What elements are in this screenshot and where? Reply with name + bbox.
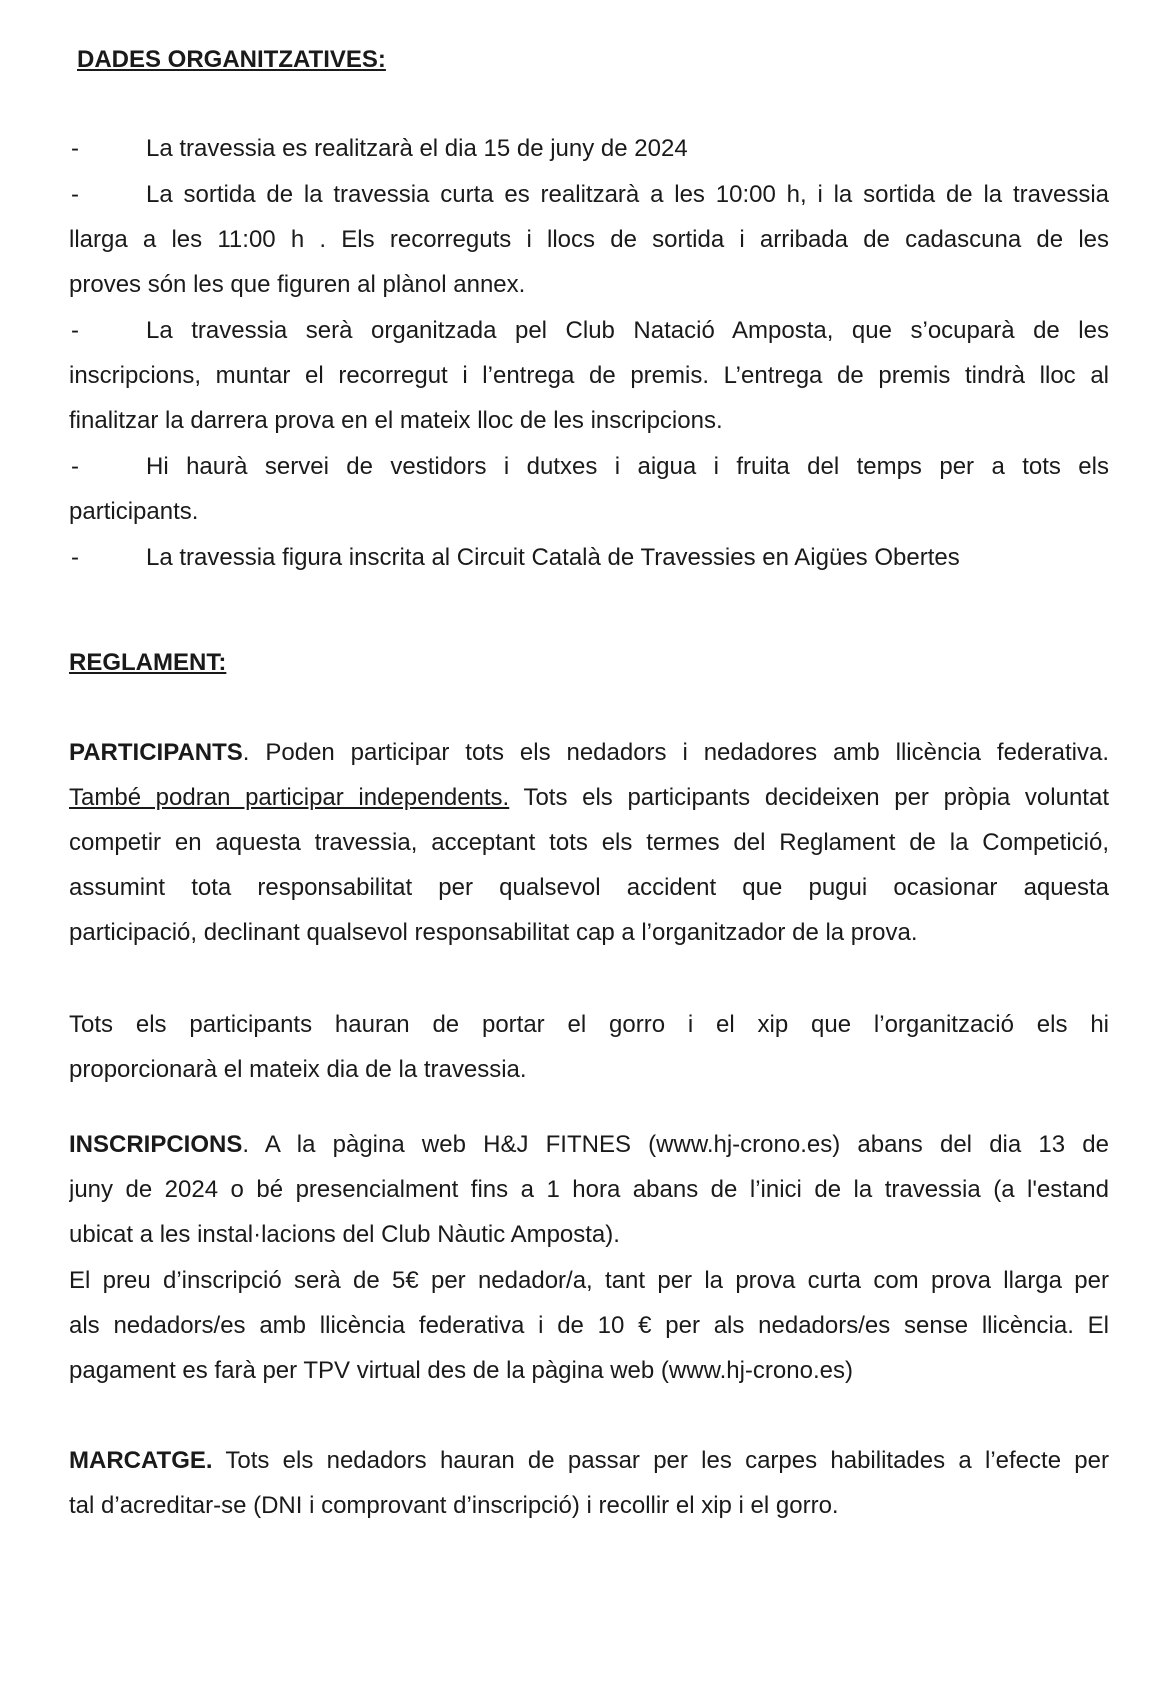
marking-paragraph xyxy=(69,1446,1109,1476)
marking-text: Tots els nedadors hauran de passar per les carpes habilitades a l’efecte per xyxy=(212,1447,1109,1474)
list-item-text: llarga a les 11:00 h . Els recorreguts i llocs de sortida i arribada de cadascuna de les xyxy=(69,226,1109,253)
list-item-text: participants. xyxy=(69,498,199,525)
independents-note: També podran participar independents. xyxy=(69,784,510,811)
marking-label: MARCATGE. xyxy=(69,1447,213,1474)
participants-text: Tots els participants decideixen per pròpia voluntat xyxy=(509,784,1109,811)
participants-text: competir en aquesta travessia, acceptant tots els termes del Reglament de la Competició, xyxy=(69,829,1109,856)
inscriptions-text: ubicat a les instal·lacions del Club Nàutic Amposta). xyxy=(69,1221,620,1248)
list-dash: - xyxy=(71,317,79,344)
inscriptions-text: als nedadors/es amb llicència federativa i de 10 € per als nedadors/es sense llicència. El xyxy=(69,1312,1109,1339)
list-item-text: La travessia es realitzarà el dia 15 de juny de 2024 xyxy=(146,135,688,162)
equipment-text: proporcionarà el mateix dia de la travessia. xyxy=(69,1056,527,1083)
equipment-text: Tots els participants hauran de portar el gorro i el xip que l’organització els hi xyxy=(69,1011,1109,1038)
list-item-text: La travessia figura inscrita al Circuit Català de Travessies en Aigües Obertes xyxy=(146,544,960,571)
participants-text: participació, declinant qualsevol responsabilitat cap a l’organitzador de la prova. xyxy=(69,919,918,946)
inscriptions-text: El preu d’inscripció serà de 5€ per nedador/a, tant per la prova curta com prova llarga per xyxy=(69,1267,1109,1294)
list-dash: - xyxy=(71,181,79,208)
list-dash: - xyxy=(71,135,79,162)
list-item-text: La sortida de la travessia curta es realitzarà a les 10:00 h, i la sortida de la travessia xyxy=(146,181,1109,208)
inscriptions-label: INSCRIPCIONS xyxy=(69,1131,243,1158)
list-item-text: Hi haurà servei de vestidors i dutxes i aigua i fruita del temps per a tots els xyxy=(146,453,1109,480)
list-dash: - xyxy=(71,453,79,480)
participants-text: . Poden participar tots els nedadors i nedadores amb llicència federativa. xyxy=(242,739,1109,766)
participants-paragraph xyxy=(69,783,1109,813)
participants-paragraph xyxy=(69,738,1109,768)
list-dash: - xyxy=(71,544,79,571)
list-item-text: proves són les que figuren al plànol annex. xyxy=(69,271,526,298)
inscriptions-text: juny de 2024 o bé presencialment fins a 1 hora abans de l’inici de la travessia (a l'estand xyxy=(69,1176,1109,1203)
marking-text: tal d’acreditar-se (DNI i comprovant d’inscripció) i recollir el xip i el gorro. xyxy=(69,1492,839,1519)
inscriptions-text: . A la pàgina web H&J FITNES (www.hj-crono.es) abans del dia 13 de xyxy=(242,1131,1109,1158)
list-item-text: inscripcions, muntar el recorregut i l’entrega de premis. L’entrega de premis tindrà lloc al xyxy=(69,362,1109,389)
list-item-text: La travessia serà organitzada pel Club Natació Amposta, que s’ocuparà de les xyxy=(146,317,1109,344)
inscriptions-text: pagament es farà per TPV virtual des de la pàgina web (www.hj-crono.es) xyxy=(69,1357,853,1384)
section-heading-regulation: REGLAMENT: xyxy=(69,649,227,676)
inscriptions-paragraph xyxy=(69,1130,1109,1160)
section-heading-organizational: DADES ORGANITZATIVES: xyxy=(77,46,386,73)
participants-text: assumint tota responsabilitat per qualsevol accident que pugui ocasionar aquesta xyxy=(69,874,1109,901)
list-item-text: finalitzar la darrera prova en el mateix lloc de les inscripcions. xyxy=(69,407,723,434)
participants-label: PARTICIPANTS xyxy=(69,739,243,766)
